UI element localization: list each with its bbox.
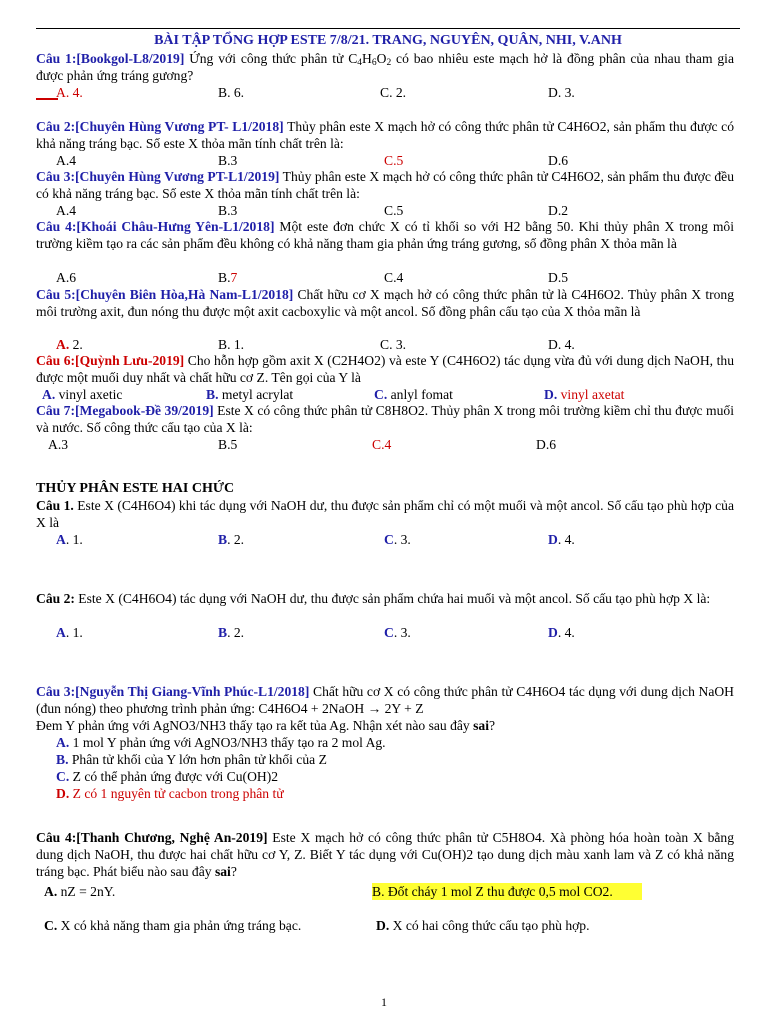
option-b[interactable]: B. 2. — [218, 532, 245, 547]
options-q2 — [36, 152, 740, 169]
option-a[interactable]: A. 1. — [56, 532, 83, 547]
question-label: Câu 3:[Chuyên Hùng Vương PT-L1/2019] — [36, 169, 280, 184]
option-a[interactable]: A.6 — [56, 270, 77, 285]
options-s4-row2 — [36, 917, 740, 934]
option-c[interactable]: C. 2. — [380, 85, 407, 100]
option-b[interactable]: B.3 — [218, 203, 238, 218]
options-s2 — [36, 624, 740, 641]
option-d[interactable]: D. 3. — [548, 85, 575, 100]
option-c[interactable]: C.5 — [384, 153, 404, 168]
section-question-1: Câu 1. Este X (C4H6O4) khi tác dụng với NaOH dư, thu được sản phẩm chỉ có một muối và một ancol. Số cấu tạo phù hợp của X là — [36, 498, 734, 530]
option-b[interactable]: B. 6. — [218, 85, 245, 100]
option-b[interactable]: B.5 — [218, 437, 238, 452]
option-b[interactable]: B. Phân tử khối của Y lớn hơn phân tử khối của Z — [56, 752, 327, 767]
section-question-2: Câu 2: Este X (C4H6O4) tác dụng với NaOH dư, thu được sản phẩm chứa hai muối và một ancol. Số cấu tạo phù hợp X là: — [36, 591, 711, 606]
options-q1 — [36, 84, 740, 101]
question-2: Câu 2:[Chuyên Hùng Vương PT- L1/2018] Thủy phân este X mạch hở có công thức phân tử C4H6O2, sản phẩm thu được có khả năng tráng bạc. Số este X thỏa mãn tính chất trên là: — [36, 119, 735, 151]
question-label: Câu 4:[Thanh Chương, Nghệ An-2019] — [36, 830, 268, 845]
question-label: Câu 2: — [36, 591, 75, 606]
option-c[interactable]: C.4 — [384, 270, 404, 285]
option-a[interactable]: A. 1 mol Y phản ứng với AgNO3/NH3 thấy tạo ra 2 mol Ag. — [56, 735, 386, 750]
option-a[interactable]: A. nZ = 2nY. — [44, 884, 116, 899]
option-a[interactable]: A.4 — [56, 153, 77, 168]
question-label: Câu 5:[Chuyên Biên Hòa,Hà Nam-L1/2018] — [36, 287, 294, 302]
section-question-3: Câu 3:[Nguyễn Thị Giang-Vĩnh Phúc-L1/2018] Chất hữu cơ X có công thức phân tử C4H6O4 tác dụng với dung dịch NaOH (đun nóng) theo phương trình phản ứng: C4H6O4 + 2NaOH → 2Y + Z Đem Y phản ứng với AgNO3/NH3 thấy tạo ra kết tủa Ag. Nhận xét nào sau đây sai? — [36, 684, 734, 733]
option-c[interactable]: C. anlyl fomat — [374, 387, 453, 402]
options-s4 — [36, 883, 740, 917]
options-q4 — [36, 269, 740, 286]
page-number: 1 — [381, 995, 387, 1009]
question-label: Câu 1. — [36, 498, 74, 513]
option-d[interactable]: D.2 — [548, 203, 569, 218]
option-c[interactable]: C. Z có thể phản ứng được với Cu(OH)2 — [56, 769, 279, 784]
option-d[interactable]: D.6 — [548, 153, 569, 168]
question-6: Câu 6:[Quỳnh Lưu-2019] Cho hỗn hợp gồm axit X (C2H4O2) và este Y (C4H6O2) tác dụng vừa đủ với dung dịch NaOH, thu được một muối duy nhất và chất hữu cơ Z. Tên gọi của Y là — [36, 353, 734, 385]
question-label: Câu 6:[Quỳnh Lưu-2019] — [36, 353, 185, 368]
option-d[interactable]: D.5 — [548, 270, 569, 285]
option-b[interactable]: B.7 — [218, 270, 238, 285]
option-a[interactable]: A.3 — [48, 437, 69, 452]
question-label: Câu 2:[Chuyên Hùng Vương PT- L1/2018] — [36, 119, 284, 134]
option-a[interactable]: A. 4. — [56, 85, 83, 100]
question-label: Câu 4:[Khoái Châu-Hưng Yên-L1/2018] — [36, 219, 275, 234]
option-c[interactable]: C.5 — [384, 203, 404, 218]
question-label: Câu 1:[Bookgol-L8/2019] — [36, 51, 185, 66]
option-b[interactable]: B. Đốt cháy 1 mol Z thu được 0,5 mol CO2. — [372, 883, 642, 900]
option-d[interactable]: D. 4. — [548, 337, 575, 352]
question-5: Câu 5:[Chuyên Biên Hòa,Hà Nam-L1/2018] Chất hữu cơ X mạch hở có công thức phân tử là C4H6O2. Thủy phân X trong môi trường axit, đun nóng thu được một axit cacboxylic và một ancol. Số đồng phân cấu tạo của X thỏa mãn là — [36, 287, 735, 319]
option-b[interactable]: B.3 — [218, 153, 238, 168]
option-d[interactable]: D. Z có 1 nguyên tử cacbon trong phân tử — [56, 786, 284, 801]
option-a[interactable]: A. vinyl axetic — [42, 387, 123, 402]
option-c[interactable]: C.4 — [372, 437, 392, 452]
option-d[interactable]: D. 4. — [548, 532, 575, 547]
option-a[interactable]: A. 1. — [56, 625, 83, 640]
top-rule — [36, 28, 740, 29]
page-title: BÀI TẬP TỔNG HỢP ESTE 7/8/21. TRANG, NGUYÊN, QUÂN, NHI, V.ANH — [154, 33, 622, 48]
question-3: Câu 3:[Chuyên Hùng Vương PT-L1/2019] Thủy phân este X mạch hở có công thức phân tử C4H6O2, sản phẩm thu được đều có khả năng tráng bạc. Số este X thỏa mãn tính chất trên là: — [36, 169, 734, 201]
option-d[interactable]: D.6 — [536, 437, 557, 452]
question-label: Câu 7:[Megabook-Đề 39/2019] — [36, 403, 214, 418]
options-q7 — [36, 436, 740, 453]
option-c[interactable]: C. 3. — [384, 625, 411, 640]
question-7: Câu 7:[Megabook-Đề 39/2019] Este X có công thức phân tử C8H8O2. Thủy phân X trong môi trường kiềm chỉ thu được muối và nước. Số công thức cấu tạo của X là: — [36, 403, 734, 435]
option-a[interactable]: A.4 — [56, 203, 77, 218]
options-q5 — [36, 336, 740, 353]
option-d[interactable]: D. 4. — [548, 625, 575, 640]
question-4: Câu 4:[Khoái Châu-Hưng Yên-L1/2018] Một este đơn chức X có tỉ khối so với H2 bằng 50. Khi thủy phân X trong môi trường kiềm tạo ra các sản phẩm đều không có khả năng tham gia phản ứng tráng gương, số đồng phân X thỏa mãn là — [36, 219, 734, 251]
options-s1 — [36, 531, 740, 548]
option-a[interactable]: A. 2. — [56, 337, 83, 352]
section-heading: THỦY PHÂN ESTE HAI CHỨC — [36, 481, 235, 496]
option-d[interactable]: D. X có hai công thức cấu tạo phù hợp. — [376, 918, 590, 933]
option-c[interactable]: C. X có khả năng tham gia phản ứng tráng bạc. — [44, 918, 302, 933]
question-label: Câu 3:[Nguyễn Thị Giang-Vĩnh Phúc-L1/2018] — [36, 684, 310, 699]
option-d[interactable]: D. vinyl axetat — [544, 387, 625, 402]
question-1: Câu 1:[Bookgol-L8/2019] Ứng với công thức phân tử $C_4H_6O_2$ có bao nhiêu este mạch hở là đồng phân của nhau tham gia được phản ứng tráng gương? — [36, 51, 734, 83]
option-b[interactable]: B. 1. — [218, 337, 245, 352]
section-question-4: Câu 4:[Thanh Chương, Nghệ An-2019] Este X mạch hở có công thức phân tử C5H8O4. Xà phòng hóa hoàn toàn X bằng dung dịch NaOH, thu được hai chất hữu cơ Y, Z. Biết Y tác dụng với Cu(OH)2 tạo dung dịch màu xanh lam và Z có khả năng tráng bạc. Phát biểu nào sau đây sai? — [36, 830, 734, 879]
options-q3 — [36, 202, 740, 219]
option-c[interactable]: C. 3. — [384, 532, 411, 547]
option-b[interactable]: B. metyl acrylat — [206, 387, 294, 402]
option-b[interactable]: B. 2. — [218, 625, 245, 640]
options-q6 — [36, 386, 740, 403]
option-c[interactable]: C. 3. — [380, 337, 407, 352]
